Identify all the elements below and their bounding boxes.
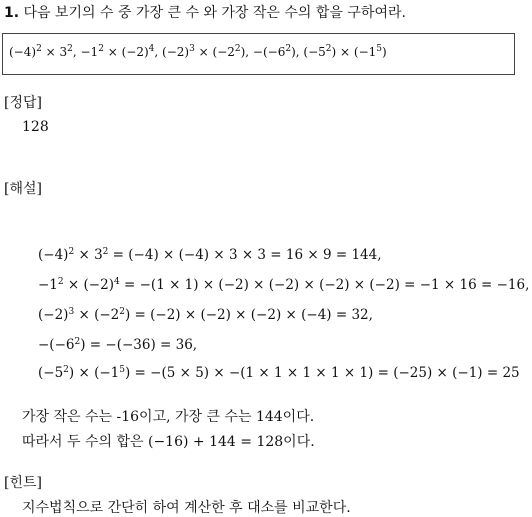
question-text: 다음 보기의 수 중 가장 큰 수 와 가장 작은 수의 합을 구하여라. xyxy=(23,5,406,21)
solution-heading: [해설] xyxy=(4,181,42,197)
solution-line-3: $(-2)^3 \times (-2^2) = (-2) \times (-2) \times (-2) \times (-4) = 32$, xyxy=(38,307,373,323)
options-box xyxy=(2,33,515,75)
hint-heading: [힌트] xyxy=(4,475,42,491)
solution-conclusion-1: 가장 작은 수는 -16이고, 가장 큰 수는 144이다. xyxy=(22,409,315,425)
answer-value: 128 xyxy=(22,119,49,135)
hint-text: 지수법칙으로 간단히 하여 계산한 후 대소를 비교한다. xyxy=(22,500,351,516)
options-expression: $(-4)^2 \times 3^2$, $-1^2 \times (-2)^4$, $(-2)^3 \times (-2^2)$, $-(-6^2)$, $(-5^2) \times (-1^5)$ xyxy=(9,44,387,59)
solution-line-1: $(-4)^2 \times 3^2 = (-4) \times (-4) \times 3 \times 3 = 16 \times 9 = 144$, xyxy=(38,247,382,263)
solution-conclusion-2: 따라서 두 수의 합은 (−16) + 144 = 128이다. xyxy=(22,434,315,450)
answer-heading: [정답] xyxy=(4,95,42,111)
solution-line-4: $-(-6^2) = -(-36) = 36$, xyxy=(38,337,198,353)
solution-line-2: $-1^2 \times (-2)^4 = -(1 \times 1) \times (-2) \times (-2) \times (-2) \times (-2) = -1 \times 16 = -16$, xyxy=(38,277,530,293)
question-number: 1. xyxy=(4,5,20,21)
question xyxy=(4,2,406,22)
solution-line-5: $(-5^2) \times (-1^5) = -(5 \times 5) \times -(1 \times 1 \times 1 \times 1 \times 1) = (-25) \times (-1) = 25$ xyxy=(38,365,520,381)
